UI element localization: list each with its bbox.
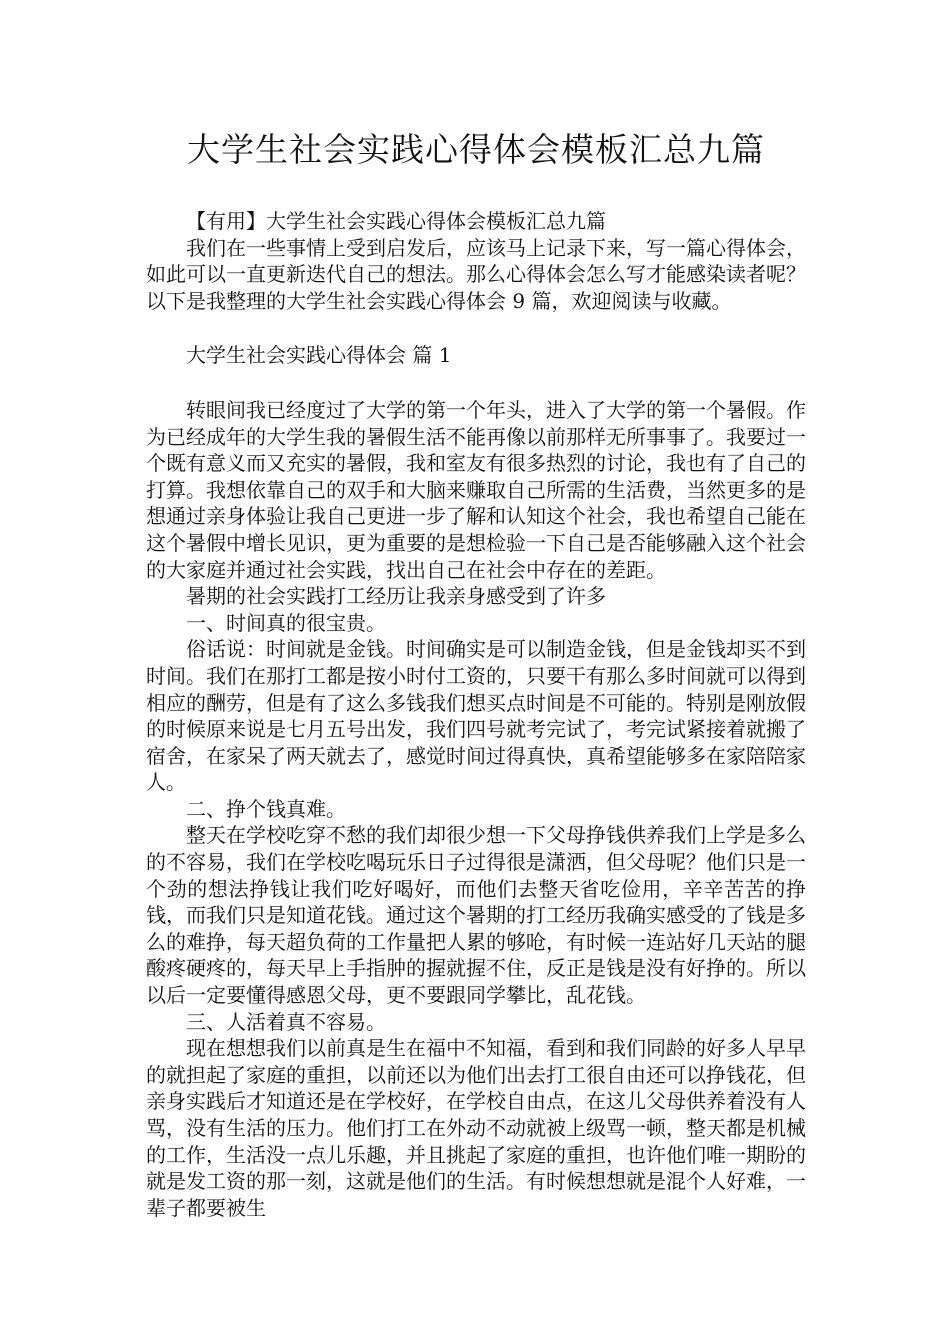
body-paragraph: 暑期的社会实践打工经历让我亲身感受到了许多 (186, 584, 606, 609)
document-subtitle: 【有用】大学生社会实践心得体会模板汇总九篇 (186, 209, 606, 233)
body-paragraph: 俗话说：时间就是金钱。时间确实是可以制造金钱，但是金钱却买不到时间。我们在那打工都是按小时付工资的，只要干有那么多时间就可以得到相应的酬劳，但是有了这么多钱我们想买点时间是不可能的。特别是刚放假的时候原来说是七月五号出发，我们四号就考完试了，考完试紧接着就搬了宿舍，在家呆了两天就去了，感觉时间过得真快，真希望能够多在家陪陪家人。 (146, 637, 806, 795)
body-subheading: 二、挣个钱真难。 (186, 796, 346, 821)
body-paragraph: 现在想想我们以前真是生在福中不知福，看到和我们同龄的好多人早早的就担起了家庭的重担，以前还以为他们出去打工很自由还可以挣钱花，但亲身实践后才知道还是在学校好，在学校自由点，在这儿父母供养着没有人骂，没有生活的压力。他们打工在外动不动就被上级骂一顿，整天都是机械的工作，生活没一点儿乐趣，并且挑起了家庭的重担，也许他们唯一期盼的就是发工资的那一刻，这就是他们的生活。有时候想想就是混个人好难，一辈子都要被生 (146, 1036, 806, 1220)
body-paragraph: 整天在学校吃穿不愁的我们却很少想一下父母挣钱供养我们上学是多么的不容易，我们在学校吃喝玩乐日子过得很是潇洒，但父母呢？他们只是一个劲的想法挣钱让我们吃好喝好，而他们去整天省吃俭用，辛辛苦苦的挣钱，而我们只是知道花钱。通过这个暑期的打工经历我确实感受的了钱是多么的难挣，每天超负荷的工作量把人累的够呛，有时候一连站好几天站的腿酸疼硬疼的，每天早上手指肿的握就握不住，反正是钱是没有好挣的。所以以后一定要懂得感恩父母，更不要跟同学攀比，乱花钱。 (146, 823, 806, 1008)
section-heading: 大学生社会实践心得体会 篇 1 (186, 343, 452, 368)
document-page (146, 128, 806, 1221)
body-subheading: 三、人活着真不容易。 (186, 1009, 386, 1034)
intro-paragraph: 我们在一些事情上受到启发后，应该马上记录下来，写一篇心得体会，如此可以一直更新迭代自己的想法。那么心得体会怎么写才能感染读者呢？以下是我整理的大学生社会实践心得体会 9 篇，欢迎阅读与收藏。 (146, 235, 806, 313)
body-subheading: 一、时间真的很宝贵。 (186, 610, 386, 635)
document-title: 大学生社会实践心得体会模板汇总九篇 (187, 130, 765, 169)
body-paragraph: 转眼间我已经度过了大学的第一个年头，进入了大学的第一个暑假。作为已经成年的大学生我的暑假生活不能再像以前那样无所事事了。我要过一个既有意义而又充实的暑假，我和室友有很多热烈的讨论，我也有了自己的打算。我想依靠自己的双手和大脑来赚取自己所需的生活费，当然更多的是想通过亲身体验让我自己更进一步了解和认知这个社会，我也希望自己能在这个暑假中增长见识，更为重要的是想检验一下自己是否能够融入这个社会的大家庭并通过社会实践，找出自己在社会中存在的差距。 (146, 397, 806, 582)
